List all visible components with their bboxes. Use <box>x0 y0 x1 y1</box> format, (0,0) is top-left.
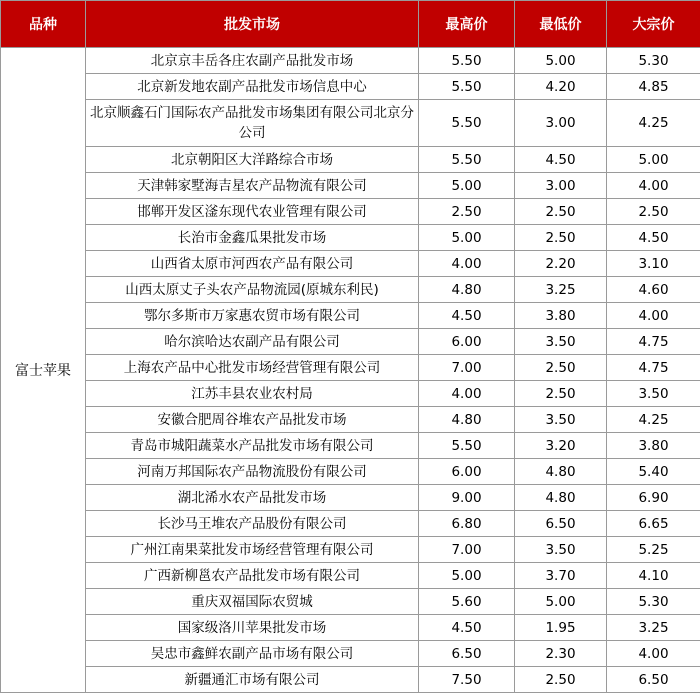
low-price-cell: 3.20 <box>515 433 607 459</box>
table-body <box>1 48 700 693</box>
bulk-price-cell: 5.30 <box>607 589 700 615</box>
header-high-price: 最高价 <box>419 1 515 48</box>
header-low-price: 最低价 <box>515 1 607 48</box>
market-cell: 重庆双福国际农贸城 <box>86 589 419 615</box>
table-row <box>1 615 700 641</box>
market-cell: 鄂尔多斯市万家惠农贸市场有限公司 <box>86 303 419 329</box>
table-row <box>1 329 700 355</box>
bulk-price-cell: 2.50 <box>607 199 700 225</box>
bulk-price-cell: 3.80 <box>607 433 700 459</box>
high-price-cell: 5.50 <box>419 147 515 173</box>
high-price-cell: 5.60 <box>419 589 515 615</box>
table-row <box>1 511 700 537</box>
market-cell: 北京新发地农副产品批发市场信息中心 <box>86 74 419 100</box>
high-price-cell: 5.50 <box>419 74 515 100</box>
market-cell: 邯郸开发区滏东现代农业管理有限公司 <box>86 199 419 225</box>
high-price-cell: 6.00 <box>419 459 515 485</box>
high-price-cell: 7.50 <box>419 667 515 693</box>
market-cell: 吴忠市鑫鲜农副产品市场有限公司 <box>86 641 419 667</box>
table-row <box>1 147 700 173</box>
low-price-cell: 4.80 <box>515 459 607 485</box>
market-cell: 北京京丰岳各庄农副产品批发市场 <box>86 48 419 74</box>
bulk-price-cell: 5.25 <box>607 537 700 563</box>
market-cell: 北京朝阳区大洋路综合市场 <box>86 147 419 173</box>
low-price-cell: 4.80 <box>515 485 607 511</box>
table-row <box>1 667 700 693</box>
high-price-cell: 4.50 <box>419 615 515 641</box>
table-row <box>1 74 700 100</box>
market-cell: 上海农产品中心批发市场经营管理有限公司 <box>86 355 419 381</box>
bulk-price-cell: 6.90 <box>607 485 700 511</box>
variety-cell: 富士苹果 <box>1 48 86 693</box>
market-cell: 国家级洛川苹果批发市场 <box>86 615 419 641</box>
bulk-price-cell: 4.00 <box>607 641 700 667</box>
high-price-cell: 4.50 <box>419 303 515 329</box>
bulk-price-cell: 6.50 <box>607 667 700 693</box>
high-price-cell: 5.00 <box>419 563 515 589</box>
market-cell: 长治市金鑫瓜果批发市场 <box>86 225 419 251</box>
market-cell: 江苏丰县农业农村局 <box>86 381 419 407</box>
market-cell: 北京顺鑫石门国际农产品批发市场集团有限公司北京分公司 <box>86 100 419 147</box>
bulk-price-cell: 5.40 <box>607 459 700 485</box>
low-price-cell: 3.80 <box>515 303 607 329</box>
bulk-price-cell: 5.00 <box>607 147 700 173</box>
low-price-cell: 2.50 <box>515 355 607 381</box>
table-row <box>1 381 700 407</box>
market-cell: 新疆通汇市场有限公司 <box>86 667 419 693</box>
header-variety: 品种 <box>1 1 86 48</box>
table-row <box>1 48 700 74</box>
low-price-cell: 4.50 <box>515 147 607 173</box>
table-row <box>1 277 700 303</box>
bulk-price-cell: 4.00 <box>607 173 700 199</box>
table-row <box>1 537 700 563</box>
table-row <box>1 641 700 667</box>
low-price-cell: 2.50 <box>515 381 607 407</box>
bulk-price-cell: 3.10 <box>607 251 700 277</box>
low-price-cell: 4.20 <box>515 74 607 100</box>
low-price-cell: 3.50 <box>515 407 607 433</box>
bulk-price-cell: 6.65 <box>607 511 700 537</box>
high-price-cell: 7.00 <box>419 537 515 563</box>
low-price-cell: 1.95 <box>515 615 607 641</box>
market-cell: 青岛市城阳蔬菜水产品批发市场有限公司 <box>86 433 419 459</box>
high-price-cell: 5.50 <box>419 433 515 459</box>
header-row <box>1 1 700 48</box>
bulk-price-cell: 4.75 <box>607 355 700 381</box>
table-row <box>1 303 700 329</box>
low-price-cell: 3.50 <box>515 537 607 563</box>
high-price-cell: 5.50 <box>419 48 515 74</box>
high-price-cell: 6.00 <box>419 329 515 355</box>
bulk-price-cell: 4.60 <box>607 277 700 303</box>
high-price-cell: 5.50 <box>419 100 515 147</box>
low-price-cell: 3.25 <box>515 277 607 303</box>
low-price-cell: 3.50 <box>515 329 607 355</box>
high-price-cell: 4.80 <box>419 407 515 433</box>
table-row <box>1 199 700 225</box>
market-cell: 河南万邦国际农产品物流股份有限公司 <box>86 459 419 485</box>
table-row <box>1 563 700 589</box>
high-price-cell: 4.80 <box>419 277 515 303</box>
high-price-cell: 4.00 <box>419 381 515 407</box>
header-market: 批发市场 <box>86 1 419 48</box>
high-price-cell: 6.80 <box>419 511 515 537</box>
high-price-cell: 6.50 <box>419 641 515 667</box>
bulk-price-cell: 3.25 <box>607 615 700 641</box>
low-price-cell: 3.00 <box>515 173 607 199</box>
low-price-cell: 3.00 <box>515 100 607 147</box>
bulk-price-cell: 4.00 <box>607 303 700 329</box>
high-price-cell: 9.00 <box>419 485 515 511</box>
bulk-price-cell: 4.85 <box>607 74 700 100</box>
table-row <box>1 225 700 251</box>
low-price-cell: 2.50 <box>515 225 607 251</box>
market-cell: 哈尔滨哈达农副产品有限公司 <box>86 329 419 355</box>
low-price-cell: 2.30 <box>515 641 607 667</box>
market-cell: 广西新柳邕农产品批发市场有限公司 <box>86 563 419 589</box>
high-price-cell: 7.00 <box>419 355 515 381</box>
low-price-cell: 5.00 <box>515 48 607 74</box>
table-row <box>1 355 700 381</box>
table-row <box>1 589 700 615</box>
high-price-cell: 5.00 <box>419 173 515 199</box>
table-row <box>1 459 700 485</box>
market-cell: 长沙马王堆农产品股份有限公司 <box>86 511 419 537</box>
bulk-price-cell: 5.30 <box>607 48 700 74</box>
table-row <box>1 251 700 277</box>
high-price-cell: 4.00 <box>419 251 515 277</box>
low-price-cell: 2.20 <box>515 251 607 277</box>
bulk-price-cell: 4.10 <box>607 563 700 589</box>
low-price-cell: 2.50 <box>515 199 607 225</box>
table-row <box>1 407 700 433</box>
table-row <box>1 433 700 459</box>
bulk-price-cell: 4.25 <box>607 407 700 433</box>
low-price-cell: 3.70 <box>515 563 607 589</box>
market-cell: 湖北浠水农产品批发市场 <box>86 485 419 511</box>
table-row <box>1 485 700 511</box>
bulk-price-cell: 3.50 <box>607 381 700 407</box>
low-price-cell: 2.50 <box>515 667 607 693</box>
table-row <box>1 100 700 147</box>
market-cell: 天津韩家墅海吉星农产品物流有限公司 <box>86 173 419 199</box>
market-cell: 广州江南果菜批发市场经营管理有限公司 <box>86 537 419 563</box>
market-cell: 安徽合肥周谷堆农产品批发市场 <box>86 407 419 433</box>
table-row <box>1 173 700 199</box>
low-price-cell: 5.00 <box>515 589 607 615</box>
header-bulk-price: 大宗价 <box>607 1 700 48</box>
market-cell: 山西省太原市河西农产品有限公司 <box>86 251 419 277</box>
bulk-price-cell: 4.75 <box>607 329 700 355</box>
market-cell: 山西太原丈子头农产品物流园(原城东利民) <box>86 277 419 303</box>
high-price-cell: 5.00 <box>419 225 515 251</box>
bulk-price-cell: 4.25 <box>607 100 700 147</box>
high-price-cell: 2.50 <box>419 199 515 225</box>
bulk-price-cell: 4.50 <box>607 225 700 251</box>
low-price-cell: 6.50 <box>515 511 607 537</box>
